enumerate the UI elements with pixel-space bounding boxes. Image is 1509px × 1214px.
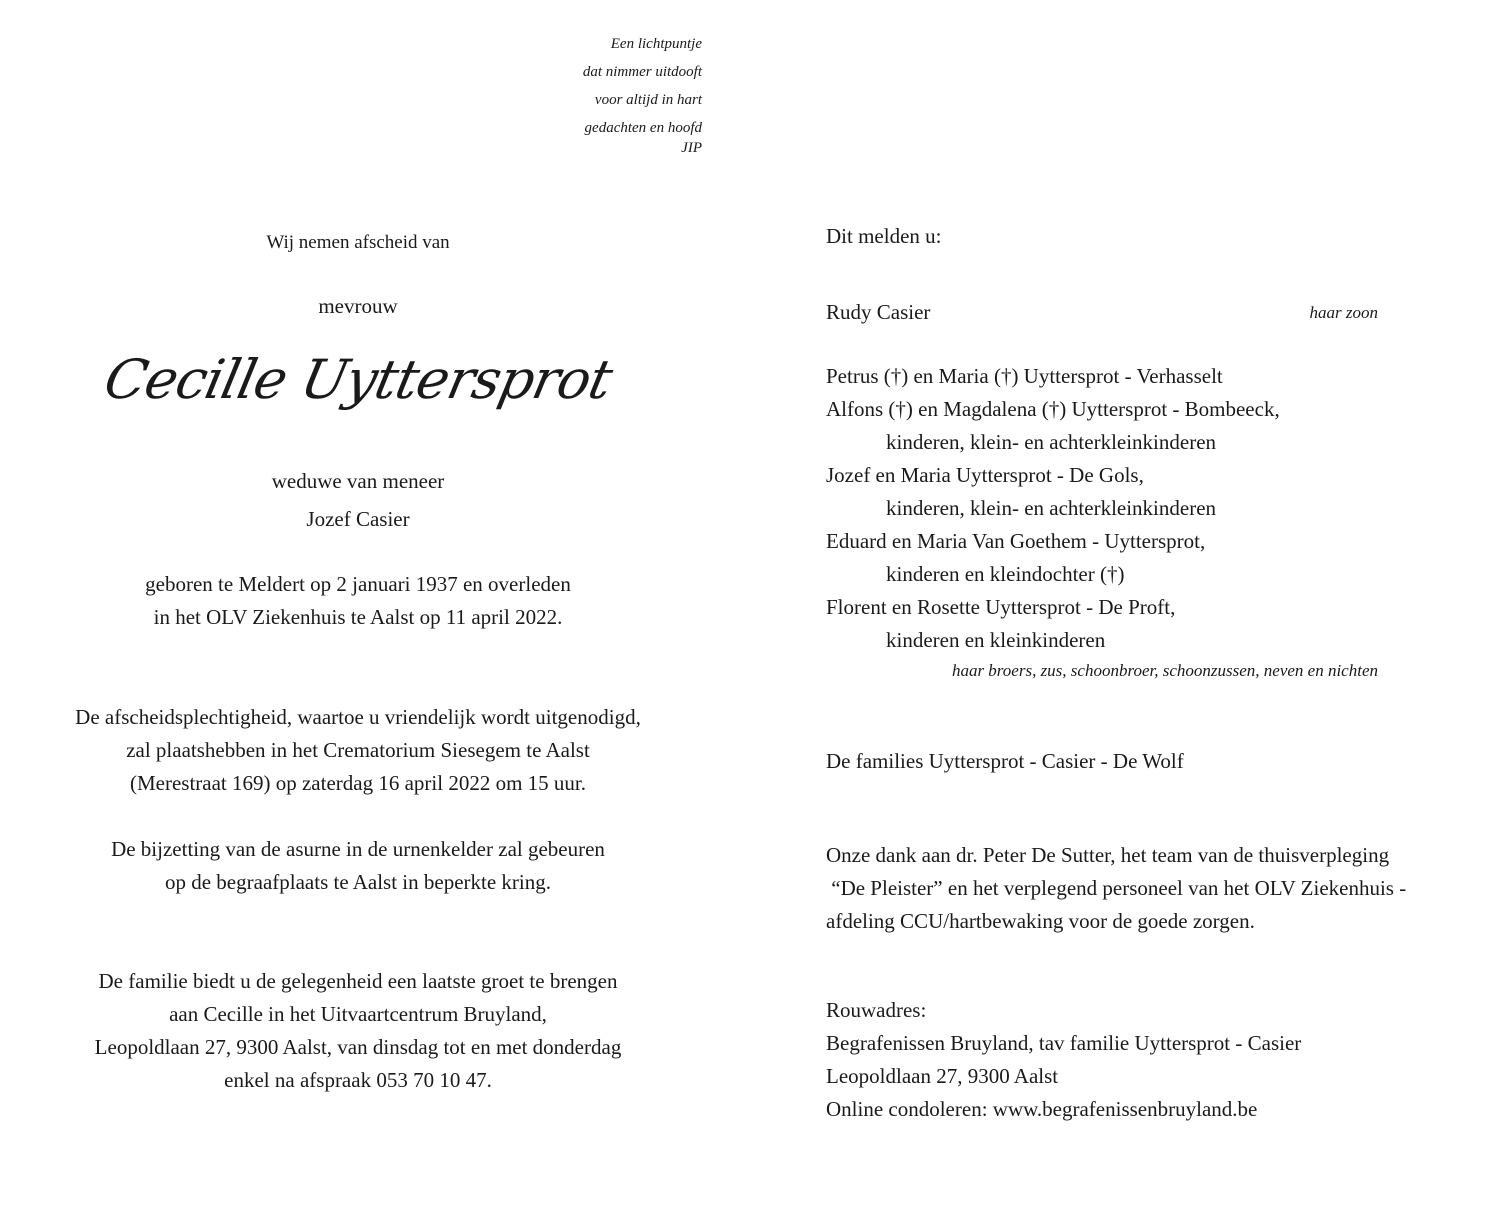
ceremony-text: De afscheidsplechtigheid, waartoe u vriendelijk wordt uitgenodigd, zal plaatshebben in het Crematorium Siesegem te Aalst (Merestraat 169) op zaterdag 16 april 2022 om 15 uur. — [75, 705, 641, 795]
intro-text: Wij nemen afscheid van — [266, 232, 450, 253]
address-line: Begrafenissen Bruyland, tav familie Uyttersprot - Casier — [826, 1031, 1302, 1055]
online-condolence: Online condoleren: www.begrafenissenbruyland.be — [826, 1097, 1258, 1121]
burial-text: De bijzetting van de asurne in de urnenkelder zal gebeuren op de begraafplaats te Aalst in beperkte kring. — [111, 837, 605, 894]
families-list — [826, 360, 1476, 685]
family-line: Jozef en Maria Uyttersprot - De Gols, — [826, 463, 1144, 487]
thanks-text: Onze dank aan dr. Peter De Sutter, het team van de thuisverpleging “De Pleister” en het verplegend personeel van het OLV Ziekenhuis - afdeling CCU/hartbewaking voor de goede zorgen. — [826, 843, 1407, 933]
visit-text: De familie biedt u de gelegenheid een laatste groet te brengen aan Cecille in het Uitvaartcentrum Bruyland, Leopoldlaan 27, 9300 Aalst, van dinsdag tot en met donderdag enkel na afspraak 053 70 10 47. — [94, 969, 622, 1092]
address-heading: Rouwadres: — [826, 998, 927, 1022]
son-relation: haar zoon — [1309, 303, 1378, 322]
birth-text: geboren te Meldert op 2 januari 1937 en overleden in het OLV Ziekenhuis te Aalst op 11 april 2022. — [145, 572, 571, 629]
family-line: Alfons (†) en Magdalena (†) Uyttersprot - Bombeeck, — [826, 397, 1280, 421]
son-row — [826, 296, 1476, 329]
widow-text: weduwe van meneer Jozef Casier — [271, 469, 445, 531]
family-line: Petrus (†) en Maria (†) Uyttersprot - Verhasselt — [826, 364, 1223, 388]
title-text: mevrouw — [318, 294, 398, 318]
family-line: Florent en Rosette Uyttersprot - De Proft, — [826, 595, 1176, 619]
address-block — [826, 994, 1476, 1126]
announcement-heading: Dit melden u: — [826, 224, 942, 248]
poem-line: gedachten en hoofd — [584, 120, 702, 136]
family-line: kinderen, klein- en achterkleinkinderen — [886, 430, 1217, 454]
address-line: Leopoldlaan 27, 9300 Aalst — [826, 1064, 1059, 1088]
poem-signature: JIP — [681, 140, 702, 156]
poem-line: voor altijd in hart — [594, 92, 702, 108]
poem — [480, 30, 702, 158]
families-relation: haar broers, zus, schoonbroer, schoonzussen, neven en nichten — [951, 661, 1378, 680]
family-line: kinderen en kleindochter (†) — [886, 562, 1125, 586]
family-line: kinderen, klein- en achterkleinkinderen — [886, 496, 1217, 520]
families-names: De families Uyttersprot - Casier - De Wolf — [826, 749, 1184, 773]
son-name: Rudy Casier — [826, 300, 931, 324]
poem-line: Een lichtpuntje — [610, 36, 702, 52]
family-line: kinderen en kleinkinderen — [886, 628, 1106, 652]
family-line: Eduard en Maria Van Goethem - Uyttersprot, — [826, 529, 1206, 553]
poem-line: dat nimmer uitdooft — [582, 64, 702, 80]
deceased-name: Cecille Uyttersprot — [98, 348, 618, 411]
